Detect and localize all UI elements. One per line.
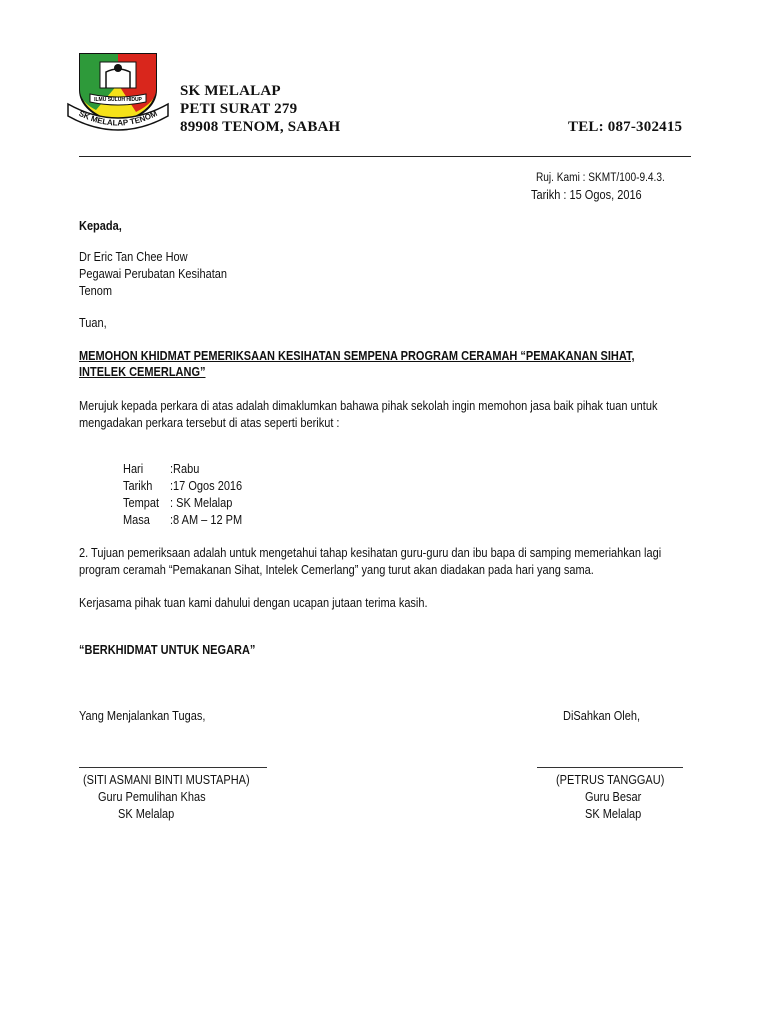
signer-right-title: Guru Besar <box>585 790 642 804</box>
po-box: PETI SURAT 279 <box>180 101 298 117</box>
detail-label-tarikh: Tarikh <box>123 479 153 493</box>
motto: “BERKHIDMAT UNTUK NEGARA” <box>79 643 256 657</box>
paragraph-1: Merujuk kepada perkara di atas adalah dimaklumkan bahawa pihak sekolah ingin memohon jasa baik pihak tuan untuk mengadakan perkara tersebut di atas seperti berikut : <box>79 399 658 430</box>
school-logo <box>66 44 170 142</box>
school-name: SK MELALAP <box>180 83 281 99</box>
detail-value-hari: :Rabu <box>170 462 200 476</box>
telephone: TEL: 087-302415 <box>568 119 683 135</box>
paragraph-2: 2. Tujuan pemeriksaan adalah untuk mengetahui tahap kesihatan guru-guru dan ibu bapa di samping memeriahkan lagi program ceramah “Pemakanan Sihat, Intelek Cemerlang” yang turut akan diadakan pada hari yang sama. <box>79 546 662 577</box>
header-divider <box>79 156 691 157</box>
recipient-position: Pegawai Perubatan Kesihatan <box>79 267 228 281</box>
kepada-label: Kepada, <box>79 219 122 233</box>
signer-right-org: SK Melalap <box>585 807 642 821</box>
signer-left-intro: Yang Menjalankan Tugas, <box>79 709 206 723</box>
detail-label-tempat: Tempat <box>123 496 160 510</box>
recipient-name: Dr Eric Tan Chee How <box>79 250 188 264</box>
svg-text:SK MELALAP TENOM: SK MELALAP TENOM <box>77 108 159 128</box>
subject-line-1: MEMOHON KHIDMAT PEMERIKSAAN KESIHATAN SEMPENA PROGRAM CERAMAH “PEMAKANAN SIHAT, <box>79 349 635 363</box>
signer-right-intro: DiSahkan Oleh, <box>563 709 641 723</box>
paragraph-3: Kerjasama pihak tuan kami dahului dengan ucapan jutaan terima kasih. <box>79 596 428 610</box>
letter-date: Tarikh : 15 Ogos, 2016 <box>531 188 642 202</box>
address: 89908 TENOM, SABAH <box>180 119 341 135</box>
recipient-place: Tenom <box>79 284 113 298</box>
signature-line-right <box>537 767 683 768</box>
reference-number: Ruj. Kami : SKMT/100-9.4.3. <box>536 172 665 184</box>
subject-line-2: INTELEK CEMERLANG” <box>79 365 206 379</box>
detail-value-tempat: : SK Melalap <box>170 496 233 510</box>
signer-left-org: SK Melalap <box>118 807 175 821</box>
svg-text:ILMU SULUH HIDUP: ILMU SULUH HIDUP <box>94 97 142 103</box>
detail-label-hari: Hari <box>123 462 144 476</box>
detail-value-tarikh: :17 Ogos 2016 <box>170 479 243 493</box>
detail-label-masa: Masa <box>123 513 150 527</box>
signer-left-title: Guru Pemulihan Khas <box>98 790 206 804</box>
salutation: Tuan, <box>79 316 107 330</box>
signer-left-name: (SITI ASMANI BINTI MUSTAPHA) <box>83 773 250 787</box>
detail-value-masa: :8 AM – 12 PM <box>170 513 243 527</box>
signer-right-name: (PETRUS TANGGAU) <box>556 773 665 787</box>
signature-line-left <box>79 767 267 768</box>
